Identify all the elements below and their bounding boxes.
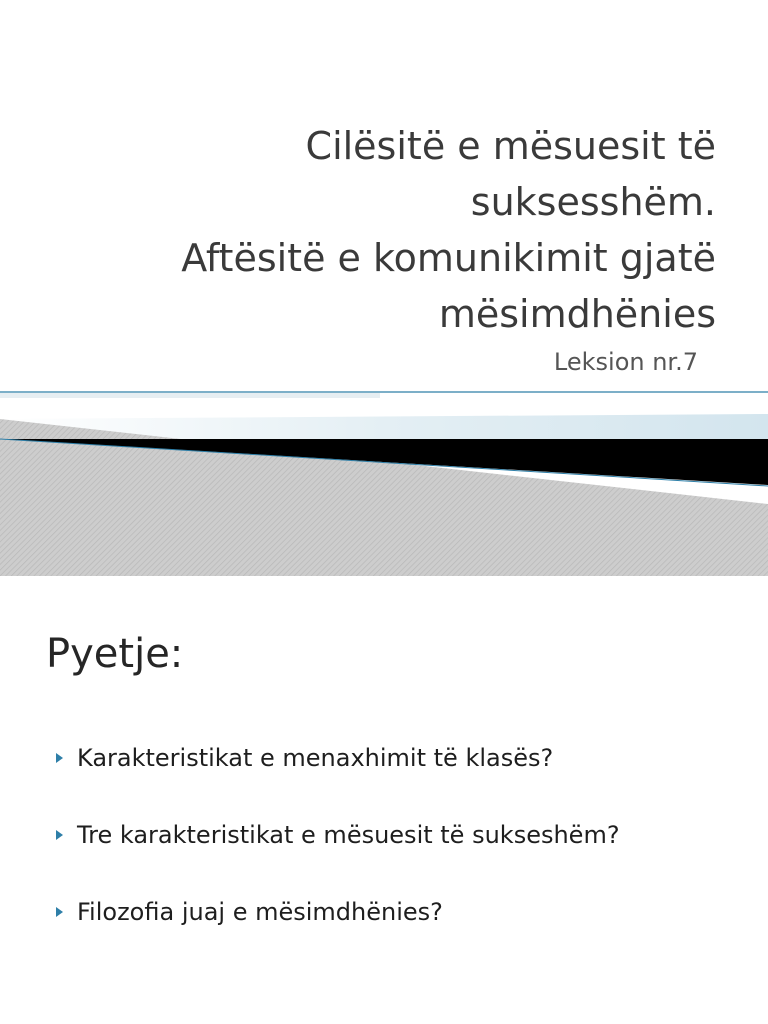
question-text: Tre karakteristikat e mësuesit të sukseshëm? — [77, 821, 620, 849]
list-item — [56, 892, 756, 932]
slide-subtitle: Leksion nr.7 — [553, 348, 698, 376]
slide-title-heading — [76, 118, 716, 342]
question-text: Karakteristikat e menaxhimit të klasës? — [77, 744, 554, 772]
slide-questions — [0, 576, 768, 1024]
list-item — [56, 738, 756, 778]
questions-list — [56, 738, 756, 969]
title-line: Aftësitë e komunikimit gjatë — [181, 236, 716, 280]
title-line: suksesshëm. — [470, 180, 716, 224]
triangle-bullet-icon — [56, 830, 63, 840]
question-text: Filozofia juaj e mësimdhënies? — [77, 898, 443, 926]
title-line: mësimdhënies — [438, 292, 716, 336]
band-highlight — [0, 393, 380, 398]
triangle-bullet-icon — [56, 907, 63, 917]
decorative-band — [0, 383, 768, 576]
title-line: Cilësitë e mësuesit të — [305, 124, 716, 168]
triangle-bullet-icon — [56, 753, 63, 763]
questions-heading: Pyetje: — [46, 631, 184, 677]
list-item — [56, 815, 756, 855]
